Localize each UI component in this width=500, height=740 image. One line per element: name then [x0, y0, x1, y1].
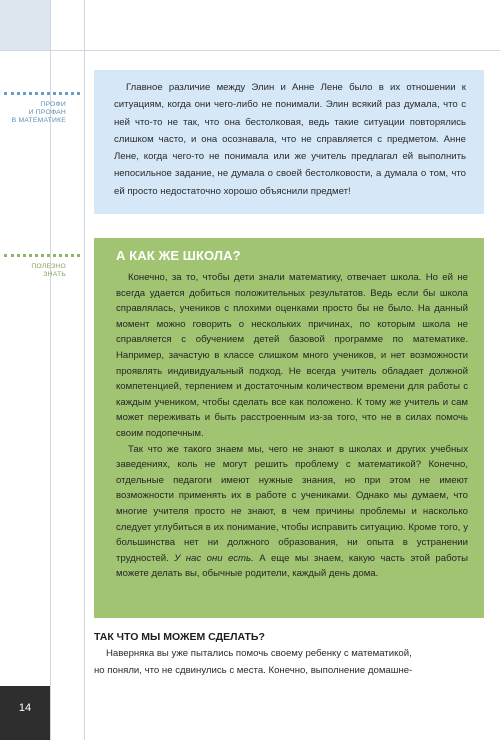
paragraph-text: Так что же такого знаем мы, чего не знают в школах и других учебных заведениях, коль не могут решить проблему с математикой? Конечно, отдельные педагоги имеют нужные знания, но при этом не имеют возможности применять их в работе с учениками. Однако мы думаем, что многие учителя просто не знают, в чем причины проблемы и насколько следует углубиться в их понимание, чтобы исправить ситуацию. Кроме того, у большинства нет ни должного образования, ни опыта в устранении трудностей.	[116, 443, 468, 564]
sidebar-label-line: ПРОФИ	[40, 101, 66, 108]
box-title: А КАК ЖЕ ШКОЛА?	[116, 248, 241, 263]
page-number: 14	[0, 686, 50, 740]
paragraph	[94, 646, 490, 679]
dotted-rule	[4, 92, 80, 99]
text-line: но поняли, что не сдвинулись с места. Конечно, выполнение домашне-	[94, 664, 413, 676]
section-heading: ТАК ЧТО МЫ МОЖЕМ СДЕЛАТЬ?	[94, 631, 265, 643]
paragraph: Конечно, за то, чтобы дети знали математику, отвечает школа. Но ей не всегда удается добиться положительных результатов. Ведь если бы школа справлялась, учеников с плохими оценками просто бы не было. На данный момент можно говорить о нескольких причинах, по которым школа не справляется с обучением детей базовой программе по математике. Например, зачастую в классе слишком много учеников, и нет возможности проявлять индивидуальный подход. Не всегда учитель обладает должной компетенцией, терпением и достаточным количеством времени для работы с каждым учеником, чтобы сделать все как положено. К тому же учитель и сам может переживать и быть расстроенным из-за того, что не в силах помочь своим подопечным.	[116, 272, 468, 439]
paragraph-text: А еще мы знаем, какую часть этой работы можете делать вы, обычные родители, каждый день дома.	[116, 552, 468, 580]
guide-line	[84, 0, 85, 740]
sidebar-label-line: В МАТЕМАТИКЕ	[11, 117, 66, 124]
guide-line	[0, 50, 500, 51]
sidebar-label-line: И ПРОФАН	[28, 109, 66, 116]
emphasis-text: У нас они есть.	[174, 552, 254, 564]
dotted-rule	[4, 254, 80, 261]
sidebar-label-line: ПОЛЕЗНО	[31, 263, 66, 270]
section	[94, 630, 490, 679]
sidebar-label-line: ЗНАТЬ	[43, 271, 66, 278]
callout-text: Главное различие между Элин и Анне Лене было в их отношении к ситуациям, когда они чего-либо не понимали. Элин всякий раз думала, что с ней что-то не так, что она бестолковая, ведь такие ситуации повторялись слишком часто, и она осознавала, что не справляется с предметом. Анне Лене, когда чего-то не понимала или же учитель предлагал ей выполнить непосильное задание, не думала о своей бестолковости, а думала о том, что ей просто недостаточно хорошо объяснили предмет!	[114, 82, 466, 197]
corner-tab	[0, 0, 50, 50]
green-info-box	[94, 238, 484, 618]
blue-callout-box	[94, 70, 484, 214]
text-line: Наверняка вы уже пытались помочь своему ребенку с математикой,	[106, 648, 412, 659]
paragraph	[116, 442, 468, 582]
